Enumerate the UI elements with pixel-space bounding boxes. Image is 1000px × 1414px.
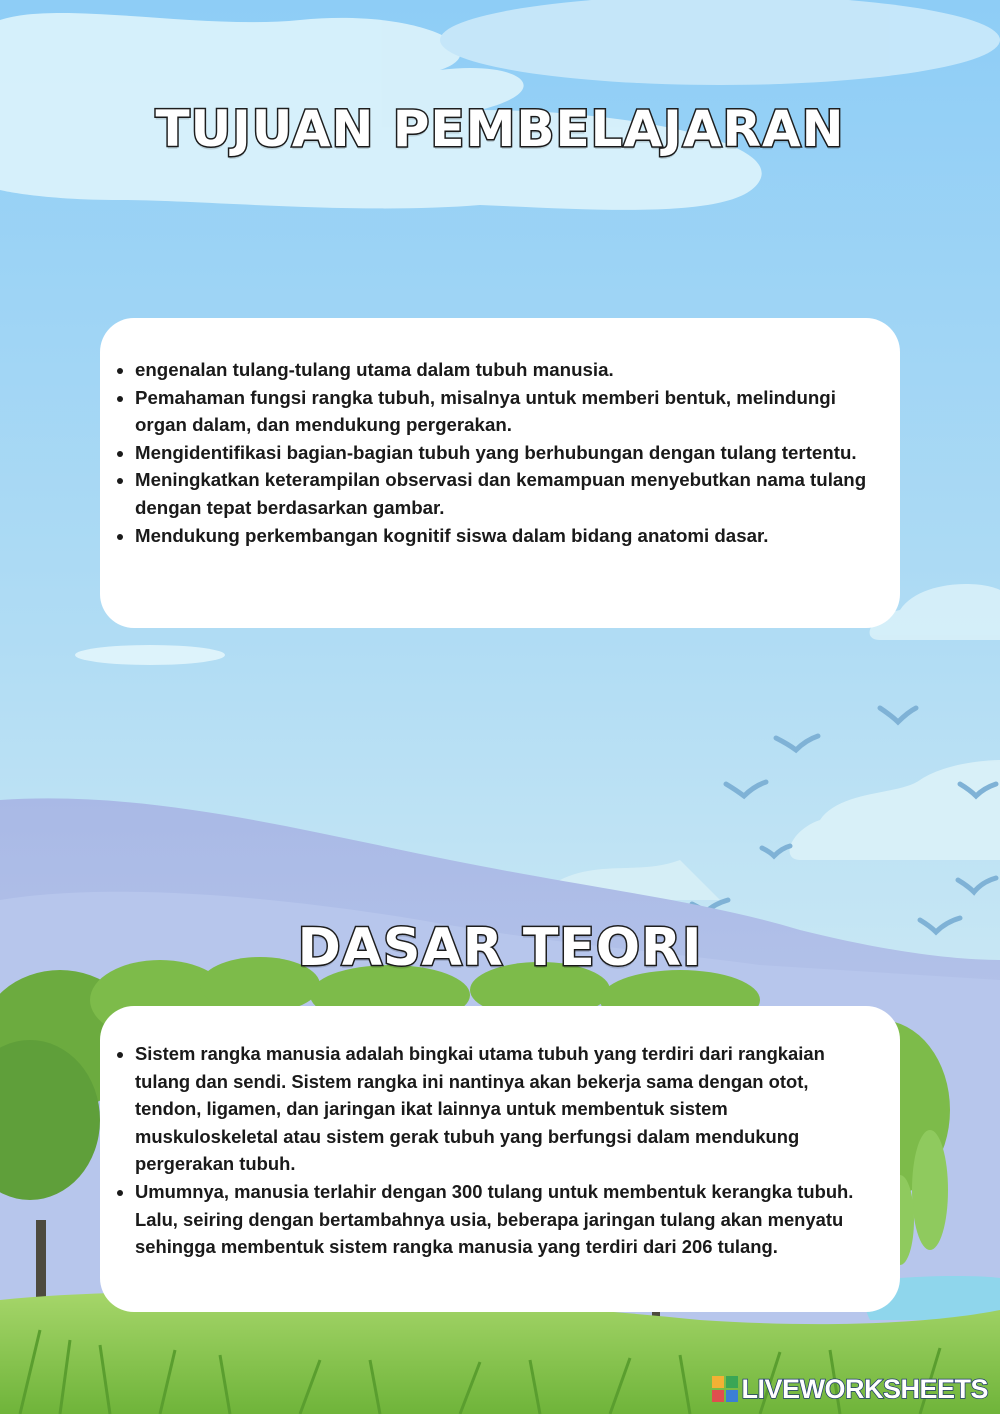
basic-theory-card xyxy=(100,1006,900,1312)
liveworksheets-logo-icon xyxy=(712,1376,738,1402)
learning-objectives-list xyxy=(110,356,892,549)
list-item: • Mendukung perkembangan kognitif siswa dalam bidang anatomi dasar. xyxy=(135,522,892,550)
section-title-dasar-teori: DASAR TEORI xyxy=(297,918,703,978)
list-item: • Pemahaman fungsi rangka tubuh, misalnya untuk memberi bentuk, melindungi organ dalam, dan mendukung pergerakan. xyxy=(135,384,892,439)
basic-theory-list xyxy=(110,1040,870,1261)
learning-objectives-card xyxy=(100,318,900,628)
liveworksheets-brand[interactable] xyxy=(712,1372,988,1406)
section-title-tujuan-pembelajaran: TUJUAN PEMBELAJARAN xyxy=(155,100,845,158)
brand-name: LIVEWORKSHEETS xyxy=(741,1373,988,1404)
list-item: • Meningkatkan keterampilan observasi dan kemampuan menyebutkan nama tulang dengan tepat berdasarkan gambar. xyxy=(135,466,892,521)
list-item: • Mengidentifikasi bagian-bagian tubuh yang berhubungan dengan tulang tertentu. xyxy=(135,439,892,467)
list-item: • Umumnya, manusia terlahir dengan 300 tulang untuk membentuk kerangka tubuh. Lalu, seiring dengan bertambahnya usia, beberapa jaringan tulang akan menyatu sehingga membentuk sistem rangka manusia yang terdiri dari 206 tulang. xyxy=(135,1178,870,1261)
list-item: • Sistem rangka manusia adalah bingkai utama tubuh yang terdiri dari rangkaian tulang dan sendi. Sistem rangka ini nantinya akan bekerja sama dengan otot, tendon, ligamen, dan jaringan ikat lainnya untuk membentuk sistem muskuloskeletal atau sistem gerak tubuh yang berfungsi dalam mendukung pergerakan tubuh. xyxy=(135,1040,870,1178)
list-item: • engenalan tulang-tulang utama dalam tubuh manusia. xyxy=(135,356,892,384)
